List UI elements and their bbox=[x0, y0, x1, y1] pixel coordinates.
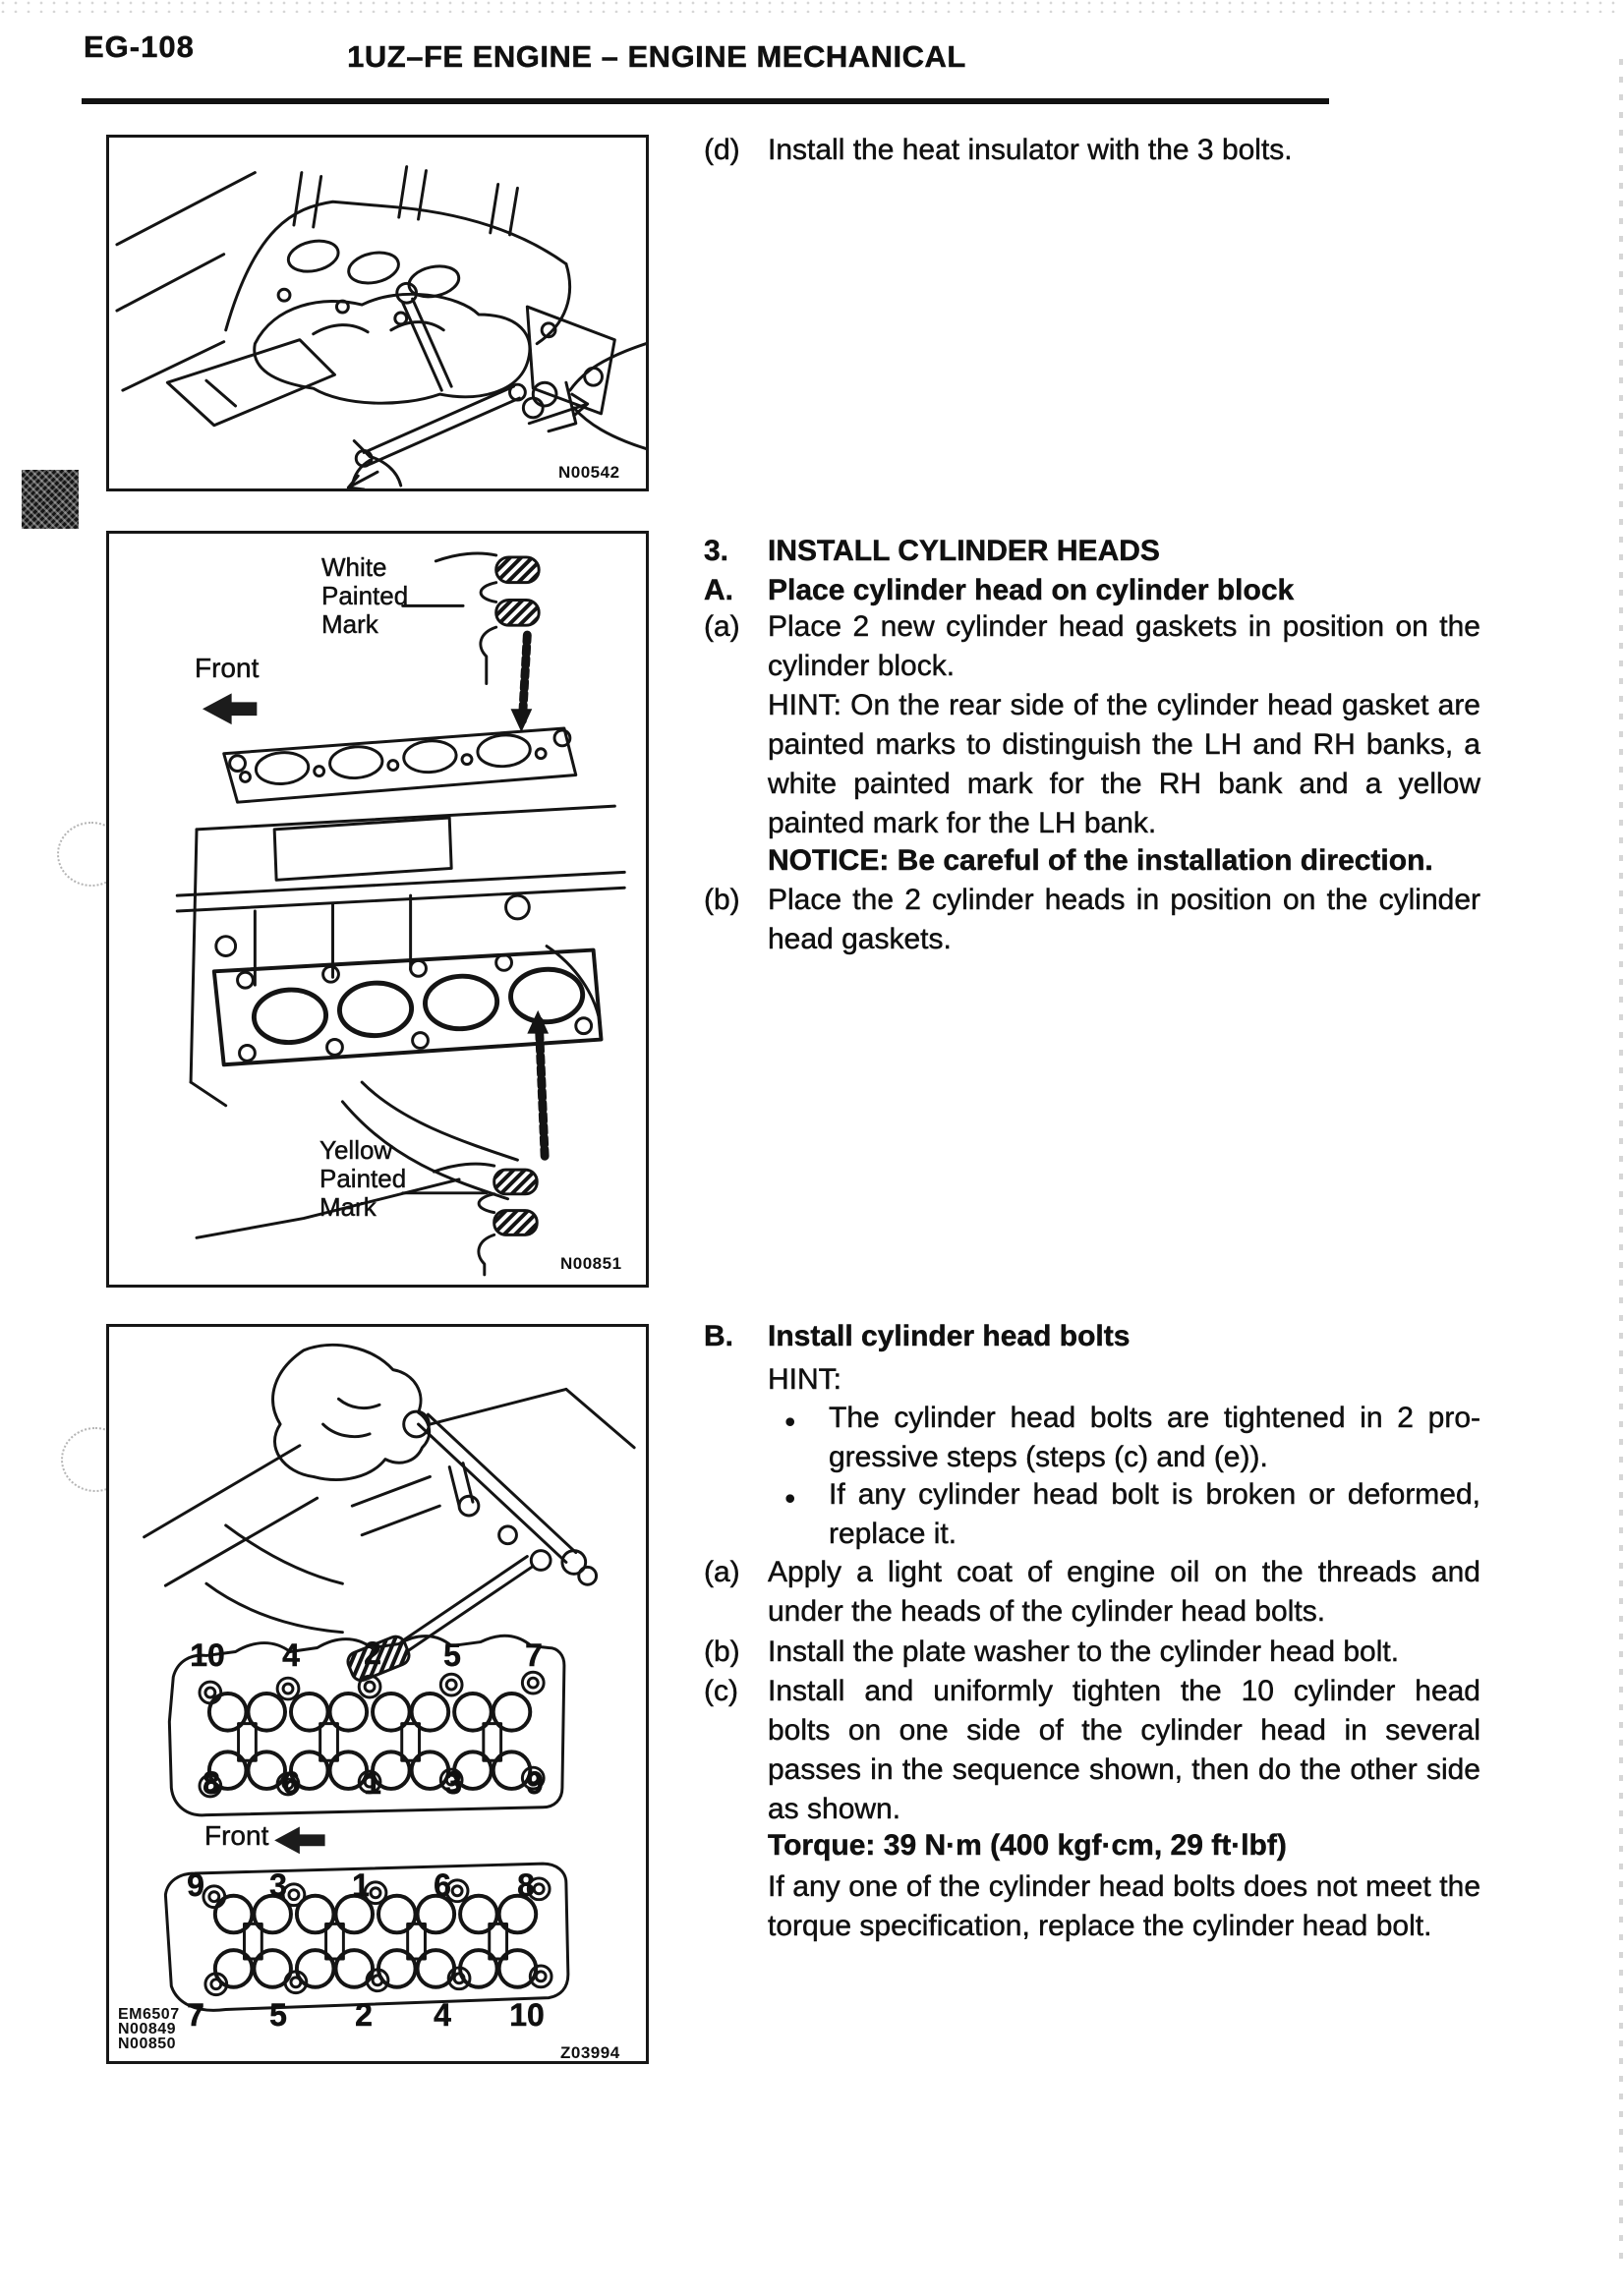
front-label-fig3: Front bbox=[204, 1820, 269, 1851]
bullet-text: The cylinder head bolts are tightened in 2 pro- bbox=[829, 1402, 1480, 1434]
figure-1-code: N00542 bbox=[558, 463, 620, 482]
section-3-heading bbox=[704, 532, 1160, 571]
bullet-text: replace it. bbox=[829, 1518, 957, 1550]
bolt-number: 3 bbox=[444, 1765, 462, 1801]
bolt-number: 4 bbox=[282, 1637, 300, 1673]
bolt-number: 8 bbox=[517, 1867, 535, 1903]
subsection-letter: A. bbox=[704, 574, 733, 606]
notice-text: NOTICE: Be careful of the installation direction. bbox=[768, 844, 1433, 877]
figure-3-code-right: Z03994 bbox=[560, 2043, 620, 2062]
label-line: Painted bbox=[319, 1164, 407, 1193]
figure-heat-insulator bbox=[106, 135, 649, 491]
bolt-number: 3 bbox=[269, 1867, 287, 1903]
torque-note bbox=[768, 1867, 1480, 1946]
step-d bbox=[704, 131, 1293, 170]
scan-noise-right bbox=[1619, 59, 1623, 2267]
hint-bullet-2 bbox=[768, 1475, 1480, 1554]
note-text: If any one of the cylinder head bolts does not meet the bbox=[768, 1870, 1480, 1903]
section-title: INSTALL CYLINDER HEADS bbox=[768, 535, 1160, 567]
bolt-number: 7 bbox=[525, 1637, 543, 1673]
section-number: 3. bbox=[704, 535, 729, 567]
hint-text: painted marks to distinguish the LH and RH banks, a bbox=[768, 728, 1480, 761]
hint-1 bbox=[768, 686, 1480, 843]
bolt-number: 1 bbox=[364, 1765, 381, 1801]
step-text: Apply a light coat of engine oil on the threads and bbox=[768, 1556, 1480, 1588]
step-b1 bbox=[704, 881, 1480, 959]
step-text: under the heads of the cylinder head bolts. bbox=[768, 1595, 1326, 1628]
scan-noise-top bbox=[0, 0, 1624, 13]
step-b2 bbox=[704, 1633, 1399, 1672]
figure-3-codes-left bbox=[118, 2007, 180, 2051]
step-marker: (c) bbox=[704, 1675, 738, 1707]
page-title: 1UZ–FE ENGINE – ENGINE MECHANICAL bbox=[347, 39, 966, 74]
hint-label: HINT: bbox=[768, 1363, 841, 1396]
notice bbox=[768, 841, 1433, 881]
step-text: Place 2 new cylinder head gaskets in position on the bbox=[768, 610, 1480, 643]
hint-2-label bbox=[768, 1360, 841, 1400]
bolt-number: 5 bbox=[443, 1637, 461, 1673]
bullet-icon: ● bbox=[784, 1488, 796, 1509]
figure-1-illustration bbox=[109, 138, 646, 488]
hint-text: white painted mark for the RH bank and a yellow bbox=[768, 768, 1480, 800]
step-marker: (a) bbox=[704, 1556, 740, 1588]
step-text: Install and uniformly tighten the 10 cylinder head bbox=[768, 1675, 1480, 1707]
thumb-index-tab bbox=[22, 470, 79, 529]
bullet-icon: ● bbox=[784, 1411, 796, 1432]
bolt-number: 9 bbox=[187, 1867, 204, 1903]
figure-3-illustration bbox=[109, 1327, 646, 2061]
bolt-number: 10 bbox=[190, 1637, 225, 1673]
hint-text: HINT: On the rear side of the cylinder head gasket are bbox=[768, 689, 1480, 721]
bolt-number: 9 bbox=[526, 1765, 544, 1801]
bolt-number: 7 bbox=[187, 1997, 204, 2033]
bolt-number: 4 bbox=[434, 1997, 451, 2033]
label-line: Mark bbox=[321, 609, 378, 639]
subsection-letter: B. bbox=[704, 1320, 733, 1352]
step-text: bolts on one side of the cylinder head in several bbox=[768, 1714, 1480, 1747]
yellow-painted-mark-label bbox=[319, 1136, 406, 1222]
figure-bolt-sequence bbox=[106, 1324, 649, 2064]
figure-code: EM6507 bbox=[118, 2006, 180, 2023]
step-c2 bbox=[704, 1672, 1480, 1829]
bolt-number: 8 bbox=[203, 1765, 220, 1801]
figure-code: N00850 bbox=[118, 2036, 177, 2052]
label-line: Painted bbox=[321, 581, 409, 610]
label-line: White bbox=[321, 552, 387, 582]
label-line: Mark bbox=[319, 1192, 377, 1222]
figure-code: N00849 bbox=[118, 2021, 177, 2038]
step-text: cylinder block. bbox=[768, 650, 956, 682]
bolt-number: 5 bbox=[269, 1997, 287, 2033]
subsection-b-heading bbox=[704, 1317, 1130, 1356]
step-text: as shown. bbox=[768, 1793, 901, 1825]
torque-spec bbox=[768, 1826, 1287, 1866]
bolt-number: 2 bbox=[355, 1997, 373, 2033]
step-text: Place the 2 cylinder heads in position on the cylinder bbox=[768, 884, 1480, 916]
step-marker: (d) bbox=[704, 134, 740, 166]
step-marker: (a) bbox=[704, 610, 740, 643]
bolt-number: 6 bbox=[434, 1867, 451, 1903]
figure-2-code: N00851 bbox=[560, 1254, 622, 1273]
bolt-number: 1 bbox=[352, 1867, 370, 1903]
step-marker: (b) bbox=[704, 1636, 740, 1668]
note-text: torque specification, replace the cylinder head bolt. bbox=[768, 1910, 1432, 1942]
label-line: Yellow bbox=[319, 1135, 393, 1165]
step-text: Install the heat insulator with the 3 bolts. bbox=[768, 134, 1293, 166]
subsection-title: Place cylinder head on cylinder block bbox=[768, 574, 1295, 606]
subsection-title: Install cylinder head bolts bbox=[768, 1320, 1131, 1352]
bolt-number: 6 bbox=[282, 1765, 300, 1801]
bullet-text: gressive steps (steps (c) and (e)). bbox=[829, 1441, 1268, 1473]
header-rule bbox=[82, 98, 1329, 104]
white-painted-mark-label bbox=[321, 553, 408, 639]
bolt-number: 10 bbox=[509, 1997, 545, 2033]
step-a2 bbox=[704, 1553, 1480, 1632]
subsection-a-heading bbox=[704, 571, 1294, 610]
step-text: head gaskets. bbox=[768, 923, 952, 955]
bullet-text: If any cylinder head bolt is broken or deformed, bbox=[829, 1478, 1480, 1511]
bolt-number: 2 bbox=[364, 1636, 381, 1671]
step-marker: (b) bbox=[704, 884, 740, 916]
front-label-fig2: Front bbox=[195, 653, 260, 683]
page-code: EG-108 bbox=[84, 29, 195, 64]
hint-bullet-1 bbox=[768, 1399, 1480, 1477]
step-text: passes in the sequence shown, then do the other side bbox=[768, 1753, 1480, 1786]
torque-text: Torque: 39 N·m (400 kgf·cm, 29 ft·lbf) bbox=[768, 1829, 1287, 1862]
step-a1 bbox=[704, 607, 1480, 686]
hint-text: painted mark for the LH bank. bbox=[768, 807, 1157, 839]
step-text: Install the plate washer to the cylinder head bolt. bbox=[768, 1636, 1400, 1668]
